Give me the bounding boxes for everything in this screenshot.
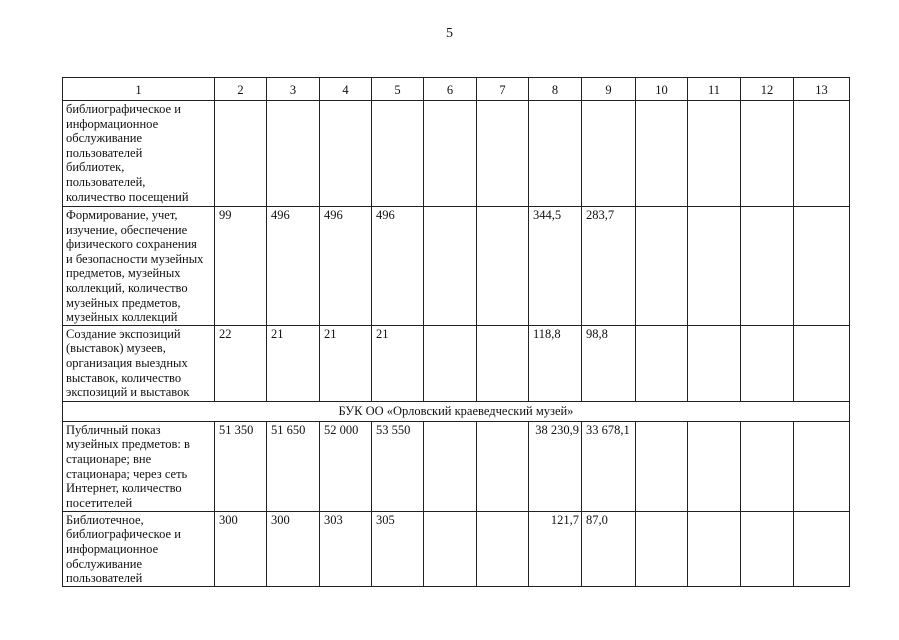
cell-col-6 — [424, 325, 477, 401]
cell-col-13 — [794, 421, 850, 511]
cell-col-12 — [741, 421, 794, 511]
column-header: 1 — [63, 78, 215, 101]
column-header: 5 — [372, 78, 424, 101]
cell-col-3: 300 — [267, 511, 320, 586]
cell-col-2: 51 350 — [215, 421, 267, 511]
cell-col-13 — [794, 325, 850, 401]
column-header: 11 — [688, 78, 741, 101]
cell-col-11 — [688, 207, 741, 326]
table-row — [63, 511, 850, 586]
data-table — [62, 77, 850, 587]
cell-col-8: 38 230,9 — [529, 421, 582, 511]
cell-col-5: 496 — [372, 207, 424, 326]
cell-col-7 — [477, 207, 529, 326]
cell-col-9: 87,0 — [582, 511, 636, 586]
cell-col-12 — [741, 511, 794, 586]
column-header: 4 — [320, 78, 372, 101]
cell-col-13 — [794, 101, 850, 207]
cell-col-2: 300 — [215, 511, 267, 586]
page-number: 5 — [446, 26, 453, 41]
cell-col-7 — [477, 511, 529, 586]
service-description: Библиотечное, библиографическое и информационное обслуживание пользователей — [63, 511, 215, 586]
cell-col-13 — [794, 207, 850, 326]
cell-col-10 — [636, 101, 688, 207]
cell-col-11 — [688, 101, 741, 207]
cell-col-11 — [688, 421, 741, 511]
column-header: 3 — [267, 78, 320, 101]
table-row — [63, 421, 850, 511]
service-description: библиографическое и информационное обслуживание пользователей библиотек, пользователей, количество посещений — [63, 101, 215, 207]
cell-col-3: 496 — [267, 207, 320, 326]
cell-col-6 — [424, 421, 477, 511]
cell-col-7 — [477, 421, 529, 511]
cell-col-12 — [741, 207, 794, 326]
cell-col-11 — [688, 325, 741, 401]
cell-col-2 — [215, 101, 267, 207]
cell-col-3 — [267, 101, 320, 207]
cell-col-9: 98,8 — [582, 325, 636, 401]
section-header-row — [63, 401, 850, 421]
table-row — [63, 207, 850, 326]
cell-col-3: 21 — [267, 325, 320, 401]
column-header: 6 — [424, 78, 477, 101]
cell-col-5: 21 — [372, 325, 424, 401]
cell-col-9: 33 678,1 — [582, 421, 636, 511]
cell-col-9: 283,7 — [582, 207, 636, 326]
cell-col-12 — [741, 101, 794, 207]
cell-col-8: 121,7 — [529, 511, 582, 586]
service-description: Формирование, учет, изучение, обеспечение физического сохранения и безопасности музейных предметов, музейных коллекций, количество музейных предметов, музейных коллекций — [63, 207, 215, 326]
cell-col-2: 22 — [215, 325, 267, 401]
column-header: 12 — [741, 78, 794, 101]
table-row — [63, 101, 850, 207]
cell-col-8: 118,8 — [529, 325, 582, 401]
cell-col-8: 344,5 — [529, 207, 582, 326]
cell-col-6 — [424, 207, 477, 326]
cell-col-10 — [636, 207, 688, 326]
table-row — [63, 325, 850, 401]
table-header-row — [63, 78, 850, 101]
cell-col-9 — [582, 101, 636, 207]
column-header: 13 — [794, 78, 850, 101]
cell-col-4: 496 — [320, 207, 372, 326]
column-header: 8 — [529, 78, 582, 101]
cell-col-7 — [477, 325, 529, 401]
cell-col-10 — [636, 421, 688, 511]
cell-col-13 — [794, 511, 850, 586]
cell-col-6 — [424, 511, 477, 586]
cell-col-8 — [529, 101, 582, 207]
column-header: 9 — [582, 78, 636, 101]
service-description: Публичный показ музейных предметов: в стационаре; вне стационара; через сеть Интернет, количество посетителей — [63, 421, 215, 511]
cell-col-11 — [688, 511, 741, 586]
service-description: Создание экспозиций (выставок) музеев, организация выездных выставок, количество экспозиций и выставок — [63, 325, 215, 401]
cell-col-5 — [372, 101, 424, 207]
cell-col-4 — [320, 101, 372, 207]
cell-col-7 — [477, 101, 529, 207]
cell-col-10 — [636, 325, 688, 401]
cell-col-2: 99 — [215, 207, 267, 326]
column-header: 7 — [477, 78, 529, 101]
column-header: 10 — [636, 78, 688, 101]
section-title: БУК ОО «Орловский краеведческий музей» — [63, 401, 850, 421]
column-header: 2 — [215, 78, 267, 101]
cell-col-3: 51 650 — [267, 421, 320, 511]
cell-col-4: 21 — [320, 325, 372, 401]
cell-col-6 — [424, 101, 477, 207]
cell-col-4: 52 000 — [320, 421, 372, 511]
cell-col-5: 53 550 — [372, 421, 424, 511]
cell-col-4: 303 — [320, 511, 372, 586]
cell-col-10 — [636, 511, 688, 586]
cell-col-12 — [741, 325, 794, 401]
cell-col-5: 305 — [372, 511, 424, 586]
